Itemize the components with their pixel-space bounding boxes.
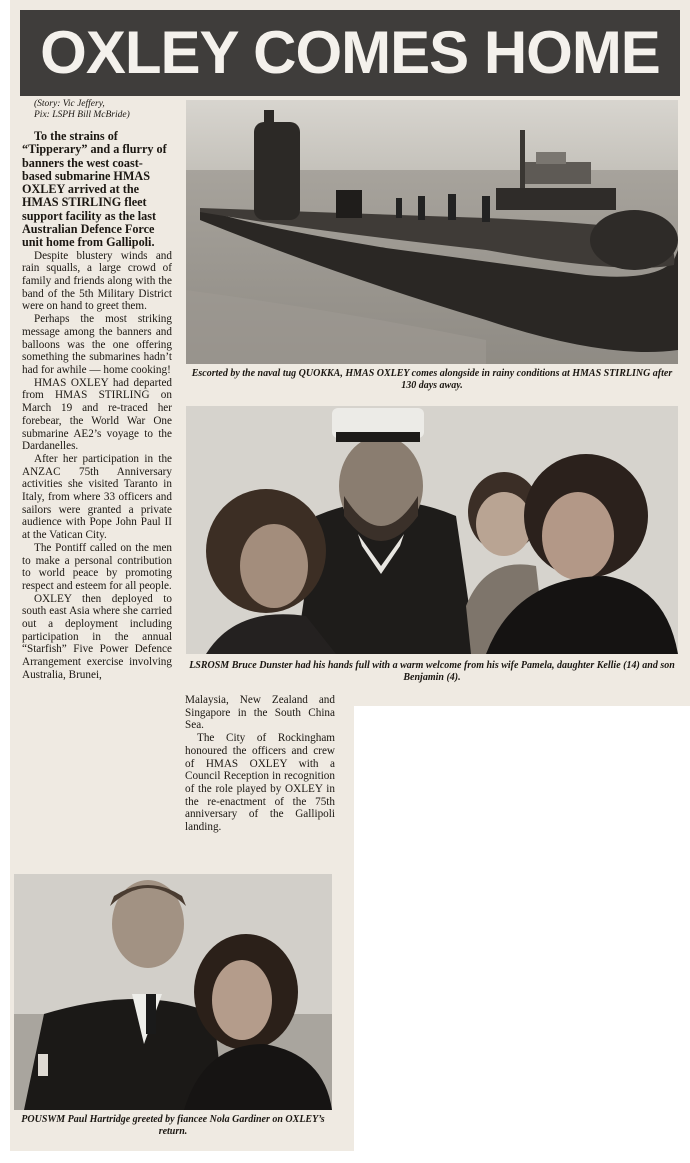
submarine-caption: Escorted by the naval tug QUOKKA, HMAS OXLEY comes alongside in rainy conditions at HMAS STIRLING after 130 days away. <box>191 368 673 391</box>
article-column-1 <box>22 130 172 682</box>
lead-paragraph: To the strains of “Tipperary” and a flurry of banners the west coast-based submarine HMAS OXLEY arrived at the HMAS STIRLING fleet support facility as the last Australian Defence Force unit home from Gallipoli. <box>22 129 167 250</box>
paragraph: Despite blustery winds and rain squalls, a large crowd of family and friends along with the band of the 5th Military District were on hand to greet them. <box>22 249 172 313</box>
family-illustration <box>186 406 678 654</box>
credit-pix: Pix: LSPH Bill McBride) <box>34 110 130 120</box>
paragraph: After her participation in the ANZAC 75th Anniversary activities she visited Taranto in Italy, from where 33 officers and sailors were granted a private audience with Pope John Paul II at the Vatican City. <box>22 452 172 542</box>
credit-story: (Story: Vic Jeffery, <box>34 99 105 109</box>
paragraph: The Pontiff called on the men to make a personal contribution to world peace by promoting respect and esteem for all people. <box>22 541 172 592</box>
paragraph: Malaysia, New Zealand and Singapore in the South China Sea. <box>185 694 335 732</box>
couple-caption: POUSWM Paul Hartridge greeted by fiancee Nola Gardiner on OXLEY’s return. <box>21 1114 325 1137</box>
family-caption: LSROSM Bruce Dunster had his hands full with a warm welcome from his wife Pamela, daughter Kellie (14) and son Benjamin (4). <box>189 660 675 683</box>
family-photo <box>186 406 678 654</box>
submarine-photo <box>186 100 678 364</box>
paragraph: The City of Rockingham honoured the officers and crew of HMAS OXLEY with a Council Reception in recognition of the role played by OXLEY in the re-enactment of the 75th anniversary of the Gallipoli landing. <box>185 732 335 834</box>
couple-photo <box>14 874 332 1110</box>
paragraph: Perhaps the most striking message among the banners and balloons was the one offering something the submarines hadn’t had for awhile — home cooking! <box>22 313 172 376</box>
paragraph: HMAS OXLEY had departed from HMAS STIRLING on March 19 and re-traced her forebear, the World War One submarine AE2’s voyage to the Dardanelles. <box>22 376 172 453</box>
paragraph: OXLEY then deployed to south east Asia where she carried out a deployment including participation in the annual “Starfish” Five Power Defence Arrangement exercise involving Australia, Brunei, <box>22 592 172 681</box>
headline: OXLEY COMES HOME <box>20 10 680 96</box>
article-column-2 <box>185 694 335 834</box>
submarine-illustration <box>186 100 678 364</box>
couple-illustration <box>14 874 332 1110</box>
photo-credit <box>34 99 182 121</box>
